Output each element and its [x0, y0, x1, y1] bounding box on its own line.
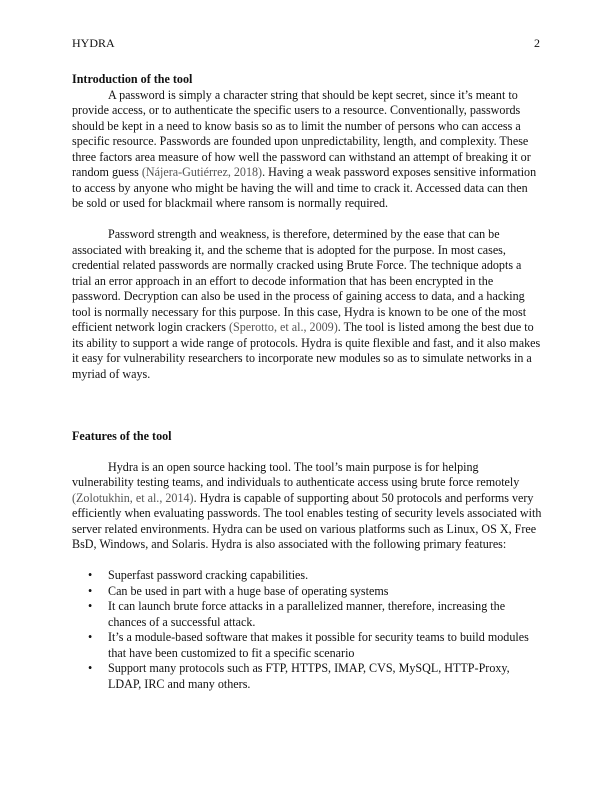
- paragraph-spacer: [72, 553, 542, 569]
- list-item-text: It can launch brute force attacks in a parallelized manner, therefore, increasing the chances of a successful attack.: [108, 599, 506, 629]
- section-spacer: [72, 382, 542, 429]
- bullet-icon: •: [88, 583, 93, 598]
- list-item: [72, 584, 542, 600]
- citation: (Nájera-Gutiérrez, 2018): [141, 165, 263, 179]
- list-item: [72, 661, 542, 692]
- bullet-icon: •: [88, 661, 93, 675]
- paragraph-spacer: [72, 212, 542, 228]
- paragraph-spacer: [72, 444, 542, 460]
- features-paragraph-1: [72, 460, 542, 553]
- list-item: [72, 630, 542, 661]
- features-list: [72, 568, 542, 692]
- intro-p1-text-b: . Having a weak password exposes sensitive information to access by anyone who might be having the will and time to crack it. Accessed data can then be sold or used for blackmail where ransom is normally required.: [72, 165, 537, 210]
- page-number: 2: [534, 36, 540, 50]
- list-item: [72, 568, 542, 584]
- bullet-icon: •: [88, 630, 93, 644]
- intro-p2-text-a: Password strength and weakness, is therefore, determined by the ease that can be associated with breaking it, and the scheme that is adopted for the purpose. In most cases, credential related passwords are normally cracked using Brute Force. The technique adopts a trial an error approach in an effort to decode information that has been encrypted in the password. Decryption can also be used in the process of gaining access to data, and a hacking tool is normally necessary for this purpose. In this case, Hydra is known to be one of the most efficient network login crackers: [72, 227, 527, 334]
- features-p1-text-b: . Hydra is capable of supporting about 50 protocols and performs very efficiently when evaluating passwords. The tool enables testing of security levels associated with server related environments. Hydra can be used on various platforms such as Linux, OS X, Free BsD, Windows, and Solaris. Hydra is also associated with the following primary features:: [72, 490, 542, 551]
- bullet-icon: •: [88, 599, 93, 613]
- intro-p2-text-b: . The tool is listed among the best due to its ability to support a wide range of protocols. Hydra is quite flexible and fast, and it also makes it easy for vulnerability researchers to incorporate new modules so as to simulate networks in a myriad of ways.: [72, 320, 541, 381]
- list-item: [72, 599, 542, 630]
- list-item-text: Superfast password cracking capabilities.: [108, 568, 309, 582]
- intro-paragraph-2: [72, 227, 542, 382]
- intro-heading: Introduction of the tool: [72, 72, 193, 86]
- intro-paragraph-1: [72, 88, 542, 212]
- list-item-text: Can be used in part with a huge base of operating systems: [108, 583, 389, 598]
- features-heading: Features of the tool: [72, 428, 172, 443]
- citation: (Zolotukhin, et al., 2014): [72, 490, 194, 505]
- bullet-icon: •: [88, 568, 93, 582]
- document-body: [72, 72, 542, 692]
- running-head: HYDRA: [72, 36, 115, 50]
- features-p1-text-a: Hydra is an open source hacking tool. The tool’s main purpose is for helping vulnerability testing teams, and individuals to authenticate access using brute force remotely: [72, 459, 520, 489]
- list-item-text: Support many protocols such as FTP, HTTPS, IMAP, CVS, MySQL, HTTP-Proxy, LDAP, IRC and many others.: [108, 661, 510, 691]
- list-item-text: It’s a module-based software that makes it possible for security teams to build modules that have been customized to fit a specific scenario: [108, 630, 529, 660]
- citation: (Sperotto, et al., 2009): [228, 320, 338, 334]
- intro-p1-text-a: A password is simply a character string that should be kept secret, since it’s meant to provide access, or to authenticate the specific users to a resource. Conventionally, passwords should be kept in a need to know basis so as to limit the number of persons who can access a specific resource. Passwords are founded upon unpredictability, length, and complexity. These three factors area measure of how well the password can withstand an attempt of breaking it or random guess: [72, 87, 531, 179]
